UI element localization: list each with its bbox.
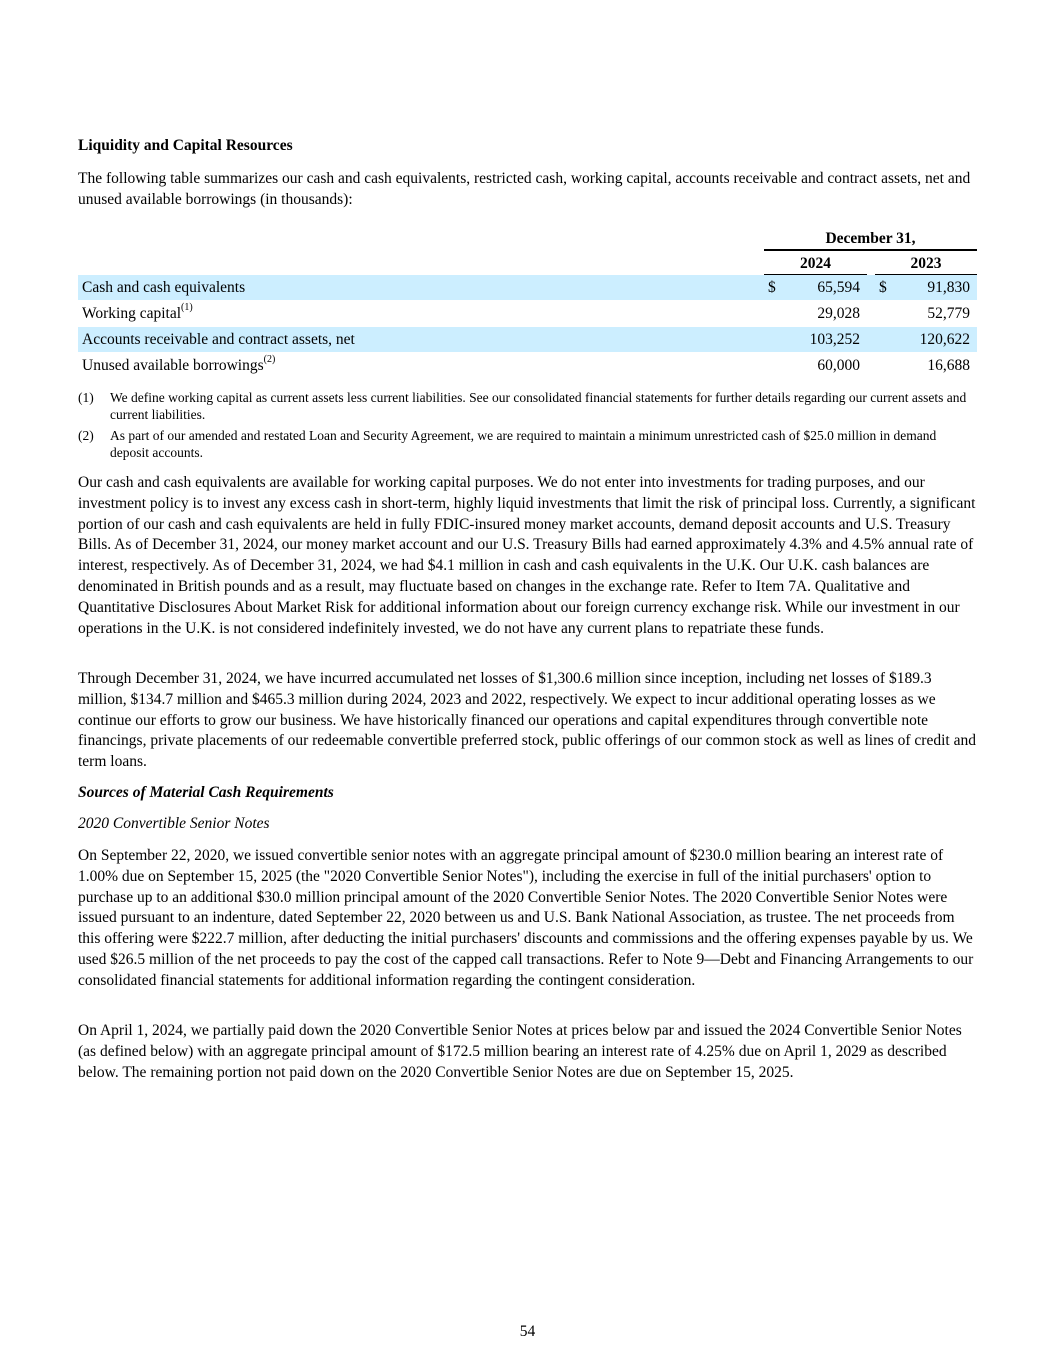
value-2023: 52,779 xyxy=(927,305,970,322)
footnote-text: As part of our amended and restated Loan and Security Agreement, we are required to maintain a minimum unrestricted cash of $25.0 million in demand deposit accounts. xyxy=(110,428,937,460)
value-2024: 29,028 xyxy=(817,305,860,322)
value-2023: 91,830 xyxy=(927,279,970,296)
intro-paragraph: The following table summarizes our cash and cash equivalents, restricted cash, working capital, accounts receivable and contract assets, net and unused available borrowings (in thousands): xyxy=(78,170,971,208)
currency-symbol: $ xyxy=(879,279,887,296)
footnote-text: We define working capital as current assets less current liabilities. See our consolidated financial statements for further details regarding our current assets and current liabilities. xyxy=(110,390,967,422)
subsection-subheading: 2020 Convertible Senior Notes xyxy=(78,815,270,832)
body-paragraph: Our cash and cash equivalents are available for working capital purposes. We do not enter into investments for trading purposes, and our investment policy is to invest any excess cash in short-term, highly liquid investments that limit the risk of principal loss. Currently, a significant portion of our cash and cash equivalents are held in fully FDIC-insured money market accounts, demand deposit accounts and U.S. Treasury Bills. As of December 31, 2024, our money market account and our U.S. Treasury Bills had earned approximately 4.3% and 4.5% annual rate of interest, respectively. As of December 31, 2024, we had $4.1 million in cash and cash equivalents in the U.K. Our U.K. cash balances are denominated in British pounds and as a result, may fluctuate based on changes in the exchange rate. Refer to Item 7A. Qualitative and Quantitative Disclosures About Market Risk for additional information about our foreign currency exchange risk. While our investment in our operations in the U.K. is not considered indefinitely invested, we do not have any current plans to repatriate these funds. xyxy=(78,474,976,637)
page-number: 54 xyxy=(519,1323,536,1340)
value-2023: 120,622 xyxy=(919,331,970,348)
value-2024: 60,000 xyxy=(817,357,860,374)
row-label: Working capital$^{(1)}$ xyxy=(82,301,193,322)
footnote-number: (2) xyxy=(78,428,94,443)
table-row xyxy=(78,353,977,378)
year-header-2024: 2024 xyxy=(764,253,867,276)
subsection-heading: Sources of Material Cash Requirements xyxy=(78,784,334,801)
footnote-number: (1) xyxy=(78,390,94,405)
row-label: Accounts receivable and contract assets, net xyxy=(82,331,355,348)
body-paragraph: On April 1, 2024, we partially paid down the 2020 Convertible Senior Notes at prices below par and issued the 2024 Convertible Senior Notes (as defined below) with an aggregate principal amount of $172.5 million bearing an interest rate of 4.25% due on April 1, 2029 as described below. The remaining portion not paid down on the 2020 Convertible Senior Notes are due on September 15, 2025. xyxy=(78,1022,962,1081)
value-2024: 103,252 xyxy=(809,331,860,348)
value-2024: 65,594 xyxy=(817,279,860,296)
table-row xyxy=(78,327,977,352)
currency-symbol: $ xyxy=(768,279,776,296)
table-row xyxy=(78,301,977,326)
period-header: December 31, xyxy=(764,228,977,251)
footnote xyxy=(78,389,977,423)
section-heading: Liquidity and Capital Resources xyxy=(78,137,293,154)
footnote-ref: (1) xyxy=(181,301,193,313)
footnote-ref: (2) xyxy=(263,353,276,365)
value-2023: 16,688 xyxy=(927,357,970,374)
body-paragraph: Through December 31, 2024, we have incurred accumulated net losses of $1,300.6 million since inception, including net losses of $189.3 million, $134.7 million and $465.3 million during 2024, 2023 and 2022, respectively. We expect to incur additional operating losses as we continue our efforts to grow our business. We have historically financed our operations and capital expenditures through convertible note financings, private placements of our redeemable convertible preferred stock, public offerings of our common stock as well as lines of credit and term loans. xyxy=(78,670,976,771)
body-paragraph: On September 22, 2020, we issued convertible senior notes with an aggregate principal amount of $230.0 million bearing an interest rate of 1.00% due on September 15, 2025 (the "2020 Convertible Senior Notes"), including the exercise in full of the initial purchasers' option to purchase up to an additional $30.0 million principal amount of the 2020 Convertible Senior Notes. The 2020 Convertible Senior Notes were issued pursuant to an indenture, dated September 22, 2020 between us and U.S. Bank National Association, as trustee. The net proceeds from this offering were $222.7 million, after deducting the initial purchasers' discounts and commissions and the offering expenses payable by us. We used $26.5 million of the net proceeds to pay the cost of the capped call transactions. Refer to Note 9—Debt and Financing Arrangements to our consolidated financial statements for additional information regarding the contingent consideration. xyxy=(78,847,974,989)
table-row xyxy=(78,275,977,300)
footnote xyxy=(78,427,977,461)
row-label: Cash and cash equivalents xyxy=(82,279,246,296)
row-label: Unused available borrowings$^{(2)}$ xyxy=(82,353,276,374)
year-header-2023: 2023 xyxy=(875,253,977,276)
